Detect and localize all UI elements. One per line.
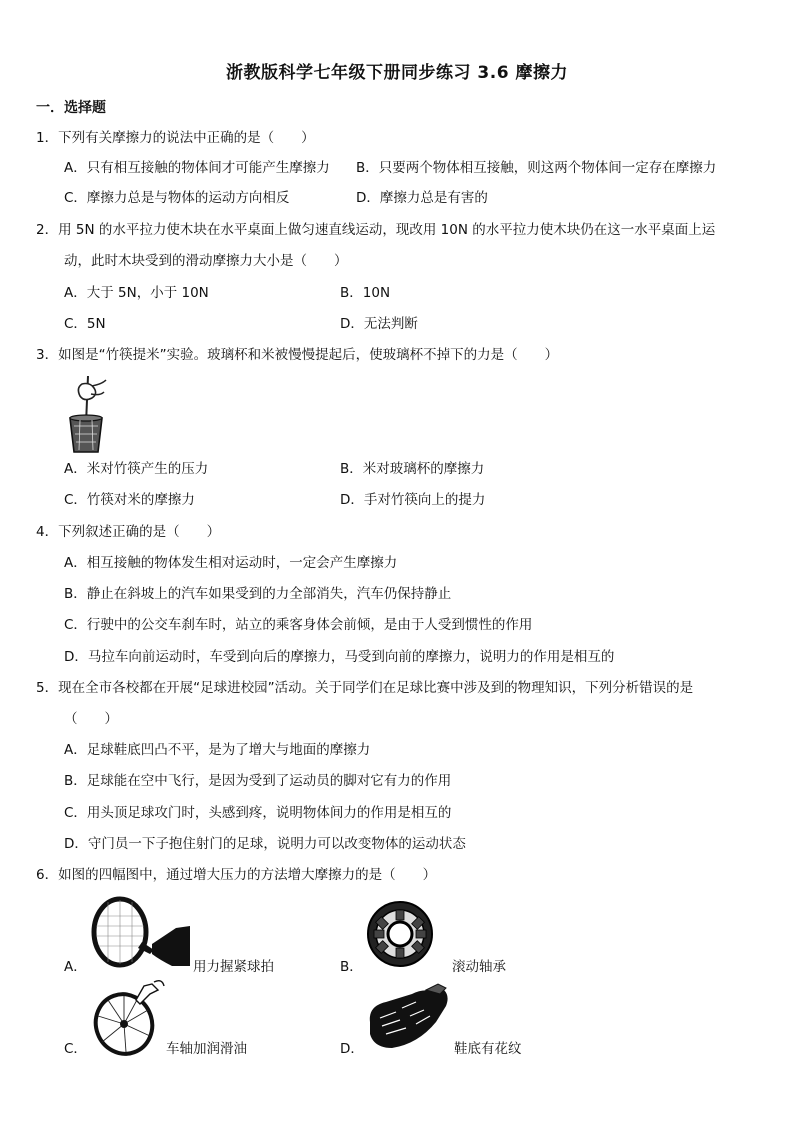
question-6-option-a-label: 用力握紧球拍 [193, 959, 274, 975]
question-1-option-a[interactable]: A．只有相互接触的物体间才可能产生摩擦力 [64, 160, 330, 176]
question-3-option-b[interactable]: B．米对玻璃杯的摩擦力 [340, 461, 485, 477]
question-5-option-a[interactable]: A．足球鞋底凹凸不平，是为了增大与地面的摩擦力 [64, 742, 371, 758]
question-2-option-d[interactable]: D．无法判断 [340, 316, 418, 332]
question-4-option-c[interactable]: C．行驶中的公交车刹车时，站立的乘客身体会前倾，是由于人受到惯性的作用 [64, 617, 533, 633]
question-3-stem: 3．如图是“竹筷提米”实验。玻璃杯和米被慢慢提起后，使玻璃杯不掉下的力是（ ） [36, 347, 559, 363]
question-4-option-d[interactable]: D．马拉车向前运动时，车受到向后的摩擦力，马受到向前的摩擦力，说明力的作用是相互的 [64, 649, 615, 665]
wheel-lubrication-icon [92, 978, 166, 1058]
question-6-option-c-letter[interactable]: C． [64, 1041, 87, 1057]
question-6-option-a-letter[interactable]: A． [64, 959, 87, 975]
question-1-option-d[interactable]: D．摩擦力总是有害的 [356, 190, 488, 206]
question-3-option-a[interactable]: A．米对竹筷产生的压力 [64, 461, 209, 477]
question-5-stem-line1: 5．现在全市各校都在开展“足球进校园”活动。关于同学们在足球比赛中涉及到的物理知识，下列分析错误的是 [36, 680, 694, 696]
question-4-option-a[interactable]: A．相互接触的物体发生相对运动时，一定会产生摩擦力 [64, 555, 398, 571]
question-6-option-b-letter[interactable]: B． [340, 959, 363, 975]
section-heading: 一．选择题 [36, 100, 106, 116]
question-3-option-c[interactable]: C．竹筷对米的摩擦力 [64, 492, 195, 508]
question-3-option-d[interactable]: D．手对竹筷向上的提力 [340, 492, 486, 508]
question-4-option-b[interactable]: B．静止在斜坡上的汽车如果受到的力全部消失，汽车仍保持静止 [64, 586, 452, 602]
chopsticks-rice-cup-figure [62, 374, 110, 454]
question-1-option-c[interactable]: C．摩擦力总是与物体的运动方向相反 [64, 190, 290, 206]
question-6-stem: 6．如图的四幅图中，通过增大压力的方法增大摩擦力的是（ ） [36, 867, 437, 883]
question-2-option-b[interactable]: B．10N [340, 285, 391, 301]
racket-grip-icon [90, 896, 194, 972]
question-2-option-a[interactable]: A．大于 5N，小于 10N [64, 285, 209, 301]
question-4-stem: 4．下列叙述正确的是（ ） [36, 524, 221, 540]
question-5-option-d[interactable]: D．守门员一下子抱住射门的足球，说明力可以改变物体的运动状态 [64, 836, 466, 852]
question-5-stem-line2: （ ） [64, 711, 118, 727]
question-6-option-d-letter[interactable]: D． [340, 1041, 364, 1057]
question-6-option-c-label: 车轴加润滑油 [166, 1041, 247, 1057]
question-2-stem-line2: 动，此时木块受到的滑动摩擦力大小是（ ） [64, 253, 348, 269]
question-6-option-d-label: 鞋底有花纹 [454, 1041, 522, 1057]
shoe-sole-pattern-icon [366, 982, 450, 1054]
page-title: 浙教版科学七年级下册同步练习 3.6 摩擦力 [226, 63, 568, 83]
rolling-bearing-icon [364, 896, 436, 972]
question-2-stem-line1: 2．用 5N 的水平拉力使木块在水平桌面上做匀速直线运动，现改用 10N 的水平拉力使木块仍在这一水平桌面上运 [36, 222, 716, 238]
question-1-option-b[interactable]: B．只要两个物体相互接触，则这两个物体间一定存在摩擦力 [356, 160, 717, 176]
question-5-option-b[interactable]: B．足球能在空中飞行，是因为受到了运动员的脚对它有力的作用 [64, 773, 452, 789]
question-1-stem: 1．下列有关摩擦力的说法中正确的是（ ） [36, 130, 315, 146]
question-6-option-b-label: 滚动轴承 [452, 959, 506, 975]
question-5-option-c[interactable]: C．用头顶足球攻门时，头感到疼，说明物体间力的作用是相互的 [64, 805, 452, 821]
question-2-option-c[interactable]: C．5N [64, 316, 106, 332]
